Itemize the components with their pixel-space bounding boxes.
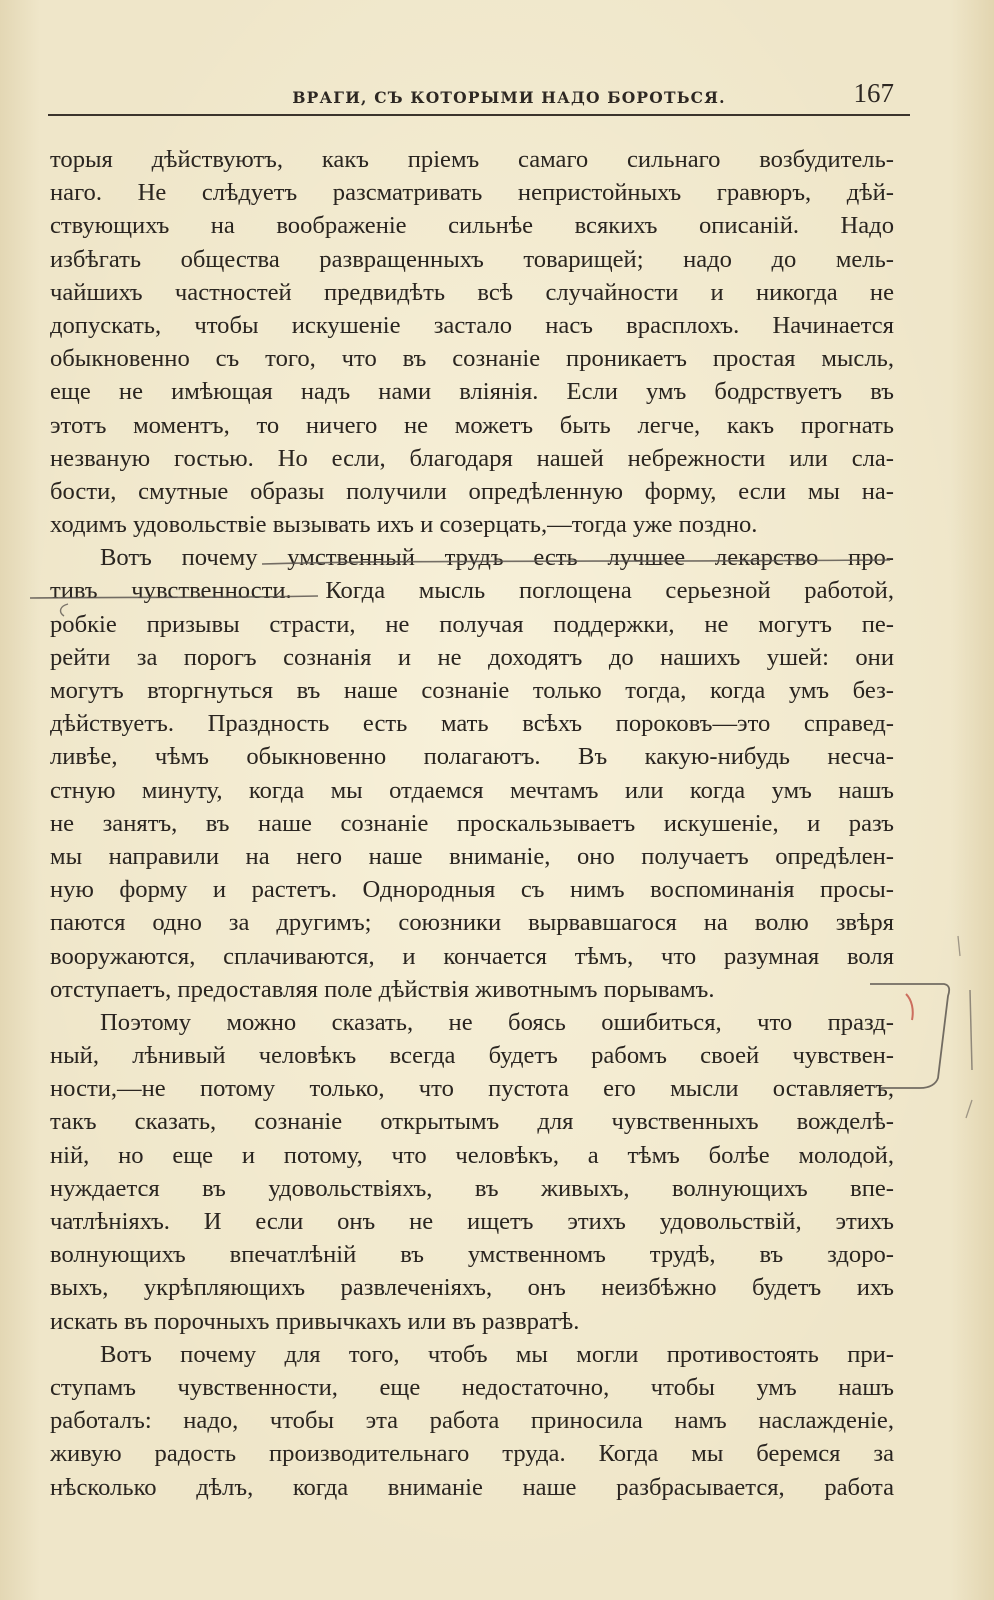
text-line: тивъ чувственности. Когда мысль поглощена серьезной работой, [50, 577, 894, 605]
paragraph [50, 1338, 894, 1504]
paragraph [50, 143, 894, 541]
margin-tick-bottom [966, 1100, 972, 1118]
text-line: чайшихъ частностей предвидѣть всѣ случайности и никогда не [50, 278, 894, 306]
text-line: еще не имѣющая надъ нами вліянія. Если умъ бодрствуетъ въ [50, 378, 894, 406]
text-line: ходимъ удовольствіе вызывать ихъ и созерцать,—тогда уже поздно. [50, 511, 758, 539]
text-line: робкіе призывы страсти, не получая поддержки, не могутъ пе- [50, 610, 894, 638]
text-line: Поэтому можно сказать, не боясь ошибиться, что празд- [100, 1008, 894, 1036]
page-header [48, 78, 910, 116]
text-line: ній, но еще и потому, что человѣкъ, а тѣмъ болѣе молодой, [50, 1141, 894, 1169]
text-line: ную форму и растетъ. Однородныя съ нимъ воспоминанія просы- [50, 876, 894, 904]
text-line: чатлѣніяхъ. И если онъ не ищетъ этихъ удовольствій, этихъ [50, 1208, 894, 1235]
paragraph [50, 541, 894, 1006]
red-pencil-mark [906, 994, 913, 1020]
text-line: ливѣе, чѣмъ обыкновенно полагаютъ. Въ какую-нибудь несча- [50, 743, 894, 771]
text-line: бости, смутные образы получили опредѣленную форму, если мы на- [50, 477, 894, 505]
text-line: рейти за порогъ сознанія и не доходятъ до нашихъ ушей: они [50, 643, 894, 671]
margin-vertical-line [970, 990, 972, 1070]
paragraph [50, 1006, 894, 1338]
text-line: наго. Не слѣдуетъ разсматривать непристойныхъ гравюръ, дѣй- [50, 179, 894, 207]
text-line: ный, лѣнивый человѣкъ всегда будетъ рабомъ своей чувствен- [50, 1042, 894, 1070]
text-line: этотъ моментъ, то ничего не можетъ быть легче, какъ прогнать [50, 411, 894, 439]
text-line: допускать, чтобы искушеніе застало насъ врасплохъ. Начинается [50, 311, 894, 339]
page-number: 167 [853, 78, 894, 108]
text-line: избѣгать общества развращенныхъ товарищей; надо до мель- [50, 245, 894, 273]
margin-tick-top [958, 936, 960, 956]
text-line: мы направили на него наше вниманіе, оно получаетъ опредѣлен- [50, 842, 894, 870]
text-line: незваную гостью. Но если, благодаря нашей небрежности или сла- [50, 444, 894, 472]
text-line: ствующихъ на воображеніе сильнѣе всякихъ описаній. Надо [50, 212, 894, 240]
text-line: нѣсколько дѣлъ, когда вниманіе наше разбрасывается, работа [50, 1473, 894, 1501]
body-text [50, 143, 894, 1504]
text-line: нуждается въ удовольствіяхъ, въ живыхъ, волнующихъ впе- [50, 1174, 894, 1202]
text-line: не занятъ, въ наше сознаніе проскальзываетъ искушеніе, и разъ [50, 809, 894, 837]
text-line: ности,—не потому только, что пустота его мысли оставляетъ, [50, 1075, 894, 1103]
text-line: Вотъ почему для того, чтобъ мы могли противостоять при- [100, 1340, 894, 1368]
text-line: отступаетъ, предоставляя поле дѣйствія животнымъ порывамъ. [50, 975, 715, 1003]
text-line: живую радость производительнаго труда. Когда мы беремся за [50, 1440, 894, 1468]
text-line: вооружаются, сплачиваются, и кончается тѣмъ, что разумная воля [50, 942, 894, 970]
text-line: паются одно за другимъ; союзники вырвавшагося на волю звѣря [50, 909, 894, 937]
text-line: обыкновенно съ того, что въ сознаніе проникаетъ простая мысль, [50, 345, 894, 373]
text-line: волнующихъ впечатлѣній въ умственномъ трудѣ, въ здоро- [50, 1241, 894, 1269]
running-title: ВРАГИ, СЪ КОТОРЫМИ НАДО БОРОТЬСЯ. [292, 88, 726, 107]
text-line: ступамъ чувственности, еще недостаточно, чтобы умъ нашъ [50, 1373, 894, 1401]
text-line: Вотъ почему умственный трудъ есть лучшее лекарство про- [100, 544, 894, 572]
text-line: такъ сказать, сознаніе открытымъ для чувственныхъ вожделѣ- [50, 1108, 894, 1136]
text-line: работалъ: надо, чтобы эта работа приносила намъ наслажденіе, [50, 1407, 894, 1435]
text-line: искать въ порочныхъ привычкахъ или въ развратѣ. [50, 1307, 580, 1335]
text-line: могутъ вторгнуться въ наше сознаніе только тогда, когда умъ без- [50, 677, 894, 704]
text-line: торыя дѣйствуютъ, какъ пріемъ самаго сильнаго возбудитель- [50, 146, 894, 173]
text-line: стную минуту, когда мы отдаемся мечтамъ или когда умъ нашъ [50, 776, 894, 804]
text-line: дѣйствуетъ. Праздность есть мать всѣхъ пороковъ—это справед- [50, 710, 894, 738]
text-line: выхъ, укрѣпляющихъ развлеченіяхъ, онъ неизбѣжно будетъ ихъ [50, 1274, 894, 1302]
